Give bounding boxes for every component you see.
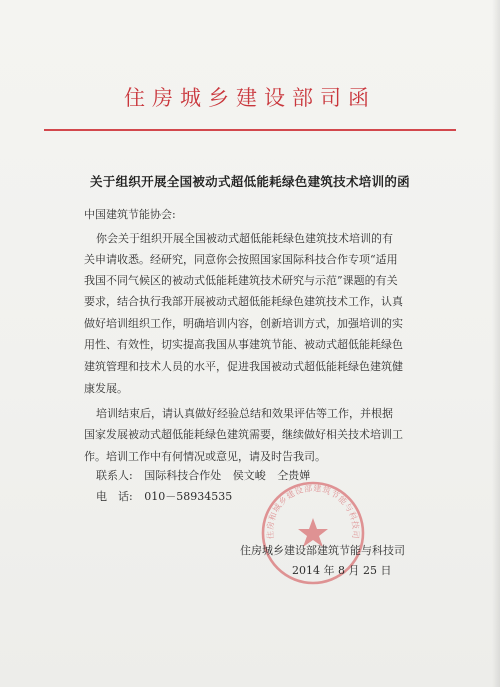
contact-person: 仝贵婵 [277, 469, 311, 482]
body-line: 培训结束后，请认真做好经验总结和效果评估等工作，并根据 [96, 407, 393, 420]
recipient: 中国建筑节能协会: [84, 208, 176, 221]
contact-label: 联系人: [96, 469, 133, 482]
body-line: 你会关于组织开展全国被动式超低能耗绿色建筑技术培训的有 [96, 232, 393, 245]
letterhead-divider [44, 129, 456, 131]
phone-number: 010－58934535 [144, 490, 233, 503]
phone-label: 电 话: [96, 490, 133, 503]
body-line: 做好培训组织工作，明确培训内容，创新培训方式，加强培训的实 [84, 317, 403, 330]
sender-department: 住房城乡建设部建筑节能与科技司 [240, 544, 405, 557]
body-line: 关申请收悉。经研究，同意你会按照国家国际科技合作专项“适用 [84, 253, 398, 266]
body-line: 用性、有效性，切实提高我国从事建筑节能、被动式超低能耗绿色 [84, 338, 403, 351]
document-title: 关于组织开展全国被动式超低能耗绿色建筑技术培训的函 [89, 174, 410, 189]
body-line: 国家发展被动式超低能耗绿色建筑需要，继续做好相关技术培训工 [84, 428, 403, 441]
body-line: 我国不同气候区的被动式低能耗建筑技术研究与示范”课题的有关 [84, 274, 398, 287]
page-edge-shadow [492, 0, 500, 687]
contact-office: 国际科技合作处 [144, 469, 222, 482]
body-line: 要求，结合执行我部开展被动式超低能耗绿色建筑技术工作，认真 [84, 295, 403, 308]
body-line: 作。培训工作中有何情况或意见，请及时告我司。 [84, 450, 326, 463]
body-line: 康发展。 [84, 382, 128, 395]
letterhead: 住房城乡建设部司函 [124, 86, 376, 110]
svg-text:住房和城乡建设部建筑节能与科技司: 住房和城乡建设部建筑节能与科技司 [264, 482, 362, 540]
body-line: 建筑管理和技术人员的水平，促进我国被动式超低能耗绿色建筑健 [84, 360, 403, 373]
phone-line [96, 488, 240, 504]
contact-person: 侯文峻 [232, 469, 266, 482]
issue-date: 2014 年 8 月 25 日 [292, 564, 392, 577]
